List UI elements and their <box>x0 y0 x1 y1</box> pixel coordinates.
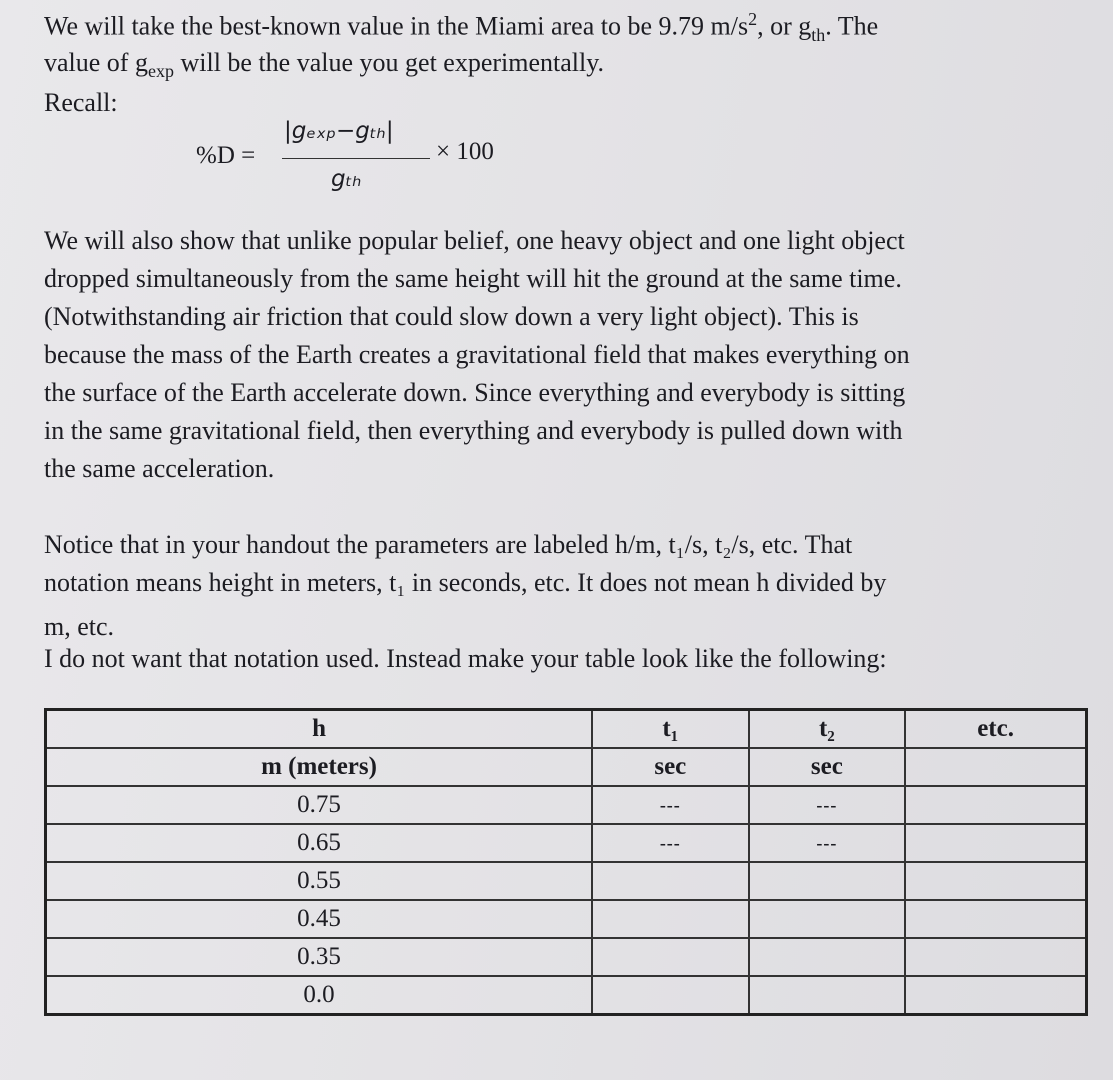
unit-cell: sec <box>749 748 906 786</box>
table-row <box>46 976 1087 1015</box>
formula-multiplier: × 100 <box>436 138 494 165</box>
t1-cell <box>592 938 749 976</box>
t1-cell <box>592 862 749 900</box>
data-table <box>44 708 1088 1016</box>
table-header-row <box>46 710 1087 749</box>
paragraph-line: m, etc. <box>44 612 115 641</box>
etc-cell <box>905 938 1086 976</box>
table-row <box>46 786 1087 824</box>
table-row <box>46 862 1087 900</box>
t2-cell <box>749 938 906 976</box>
intro-line-2: value of $g_{exp}$ will be the value you get experimentally. <box>44 48 605 82</box>
t1-cell <box>592 900 749 938</box>
paragraph-line: We will also show that unlike popular belief, one heavy object and one light object <box>44 226 905 255</box>
etc-cell <box>905 862 1086 900</box>
height-cell: 0.0 <box>46 976 593 1015</box>
paragraph-line: dropped simultaneously from the same height will hit the ground at the same time. <box>44 264 902 293</box>
fraction-bar <box>282 158 430 159</box>
t2-cell <box>749 976 906 1015</box>
height-cell: 0.65 <box>46 824 593 862</box>
t1-cell: --- <box>592 824 749 862</box>
paragraph-line: notation means height in meters, t₁ in seconds, etc. It does not mean h divided by <box>44 568 887 597</box>
etc-cell <box>905 786 1086 824</box>
paragraph-line: the surface of the Earth accelerate down. Since everything and everybody is sitting <box>44 378 906 407</box>
table-row <box>46 824 1087 862</box>
t2-cell <box>749 900 906 938</box>
formula-numerator: |gₑₓₚ−gₜₕ| <box>284 118 394 144</box>
table-units-row <box>46 748 1087 786</box>
table-row <box>46 938 1087 976</box>
t2-cell: --- <box>749 824 906 862</box>
t2-cell <box>749 862 906 900</box>
paragraph-line: because the mass of the Earth creates a gravitational field that makes everything on <box>44 340 910 369</box>
header-etc: etc. <box>905 710 1086 749</box>
paragraph-line: I do not want that notation used. Instead make your table look like the following: <box>44 644 887 673</box>
paragraph-line: (Notwithstanding air friction that could slow down a very light object). This is <box>44 302 859 331</box>
unit-cell: sec <box>592 748 749 786</box>
etc-cell <box>905 900 1086 938</box>
t2-cell: --- <box>749 786 906 824</box>
intro-line-1: We will take the best-known value in the Miami area to be 9.79 $m/s^2$, or $g_{th}$. The <box>44 9 879 45</box>
t1-cell <box>592 976 749 1015</box>
header-t2: t₂ <box>749 710 906 749</box>
height-cell: 0.55 <box>46 862 593 900</box>
paragraph-line: in the same gravitational field, then everything and everybody is pulled down with <box>44 416 903 445</box>
height-cell: 0.45 <box>46 900 593 938</box>
table-row <box>46 900 1087 938</box>
unit-cell: m (meters) <box>46 748 593 786</box>
recall-label: Recall: <box>44 88 118 117</box>
t1-cell: --- <box>592 786 749 824</box>
header-t1: t₁ <box>592 710 749 749</box>
height-cell: 0.35 <box>46 938 593 976</box>
height-cell: 0.75 <box>46 786 593 824</box>
paragraph-line: Notice that in your handout the parameters are labeled h/m, t₁/s, t₂/s, etc. That <box>44 530 853 559</box>
percent-difference-formula <box>196 118 556 208</box>
header-height: h <box>46 710 593 749</box>
etc-cell <box>905 976 1086 1015</box>
formula-denominator: gₜₕ <box>331 166 362 192</box>
paragraph-line: the same acceleration. <box>44 454 275 483</box>
etc-cell <box>905 824 1086 862</box>
formula-lhs: %D = <box>196 142 256 169</box>
unit-cell <box>905 748 1086 786</box>
